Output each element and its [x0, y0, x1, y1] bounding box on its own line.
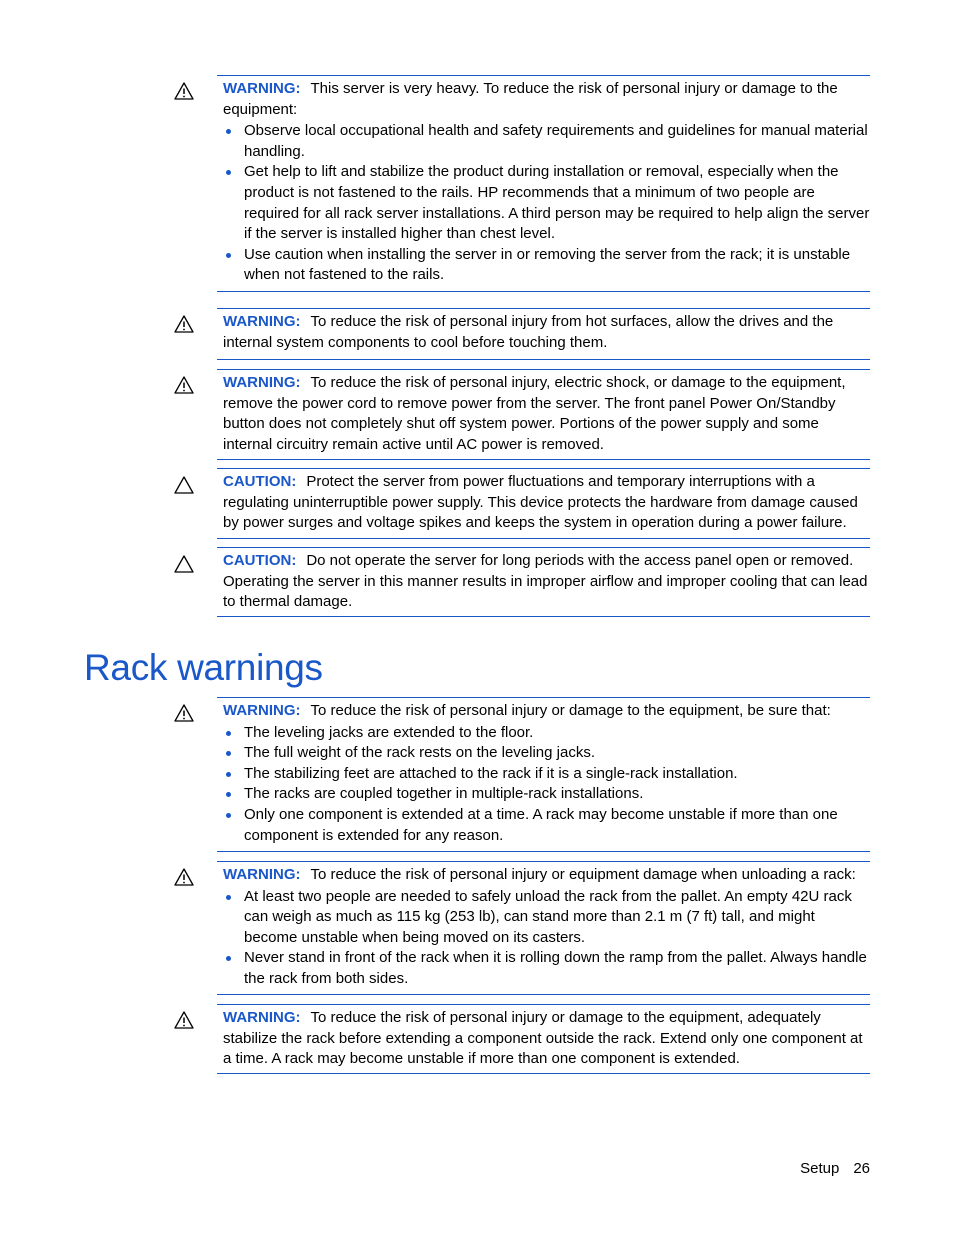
warning-triangle-icon: [174, 704, 194, 722]
warning-notice-electric-shock: [217, 369, 870, 460]
list-item: Never stand in front of the rack when it is rolling down the ramp from the pallet. Always handle the rack from both sides.: [223, 948, 870, 989]
list-item: Use caution when installing the server in or removing the server from the rack; it is unstable when not fastened to the rails.: [223, 245, 870, 286]
bullet-list: [223, 887, 870, 990]
notice-text: Protect the server from power fluctuations and temporary interruptions with a regulating uninterruptible power supply. This device protects the hardware from damage caused by power surges and voltage spikes and keeps the system in operation during a power failure.: [223, 473, 858, 532]
warning-notice-hot-surfaces: [217, 308, 870, 360]
list-item: The leveling jacks are extended to the floor.: [223, 723, 870, 744]
notice-text: Do not operate the server for long periods with the access panel open or removed. Operating the server in this manner results in improper airflow and improper cooling that can lead to thermal damage.: [223, 552, 868, 611]
warning-keyword: WARNING:: [223, 702, 301, 719]
list-item: Only one component is extended at a time. A rack may become unstable if more than one component is extended for any reason.: [223, 805, 870, 846]
list-item: The racks are coupled together in multiple-rack installations.: [223, 784, 870, 805]
warning-notice-leveling: [217, 697, 870, 852]
page-footer: [800, 1159, 870, 1180]
footer-section: Setup: [800, 1160, 840, 1177]
caution-notice-access-panel: [217, 547, 870, 617]
list-item: The stabilizing feet are attached to the rack if it is a single-rack installation.: [223, 764, 870, 785]
warning-keyword: WARNING:: [223, 313, 301, 330]
warning-notice-unloading: [217, 861, 870, 995]
page-number: 26: [853, 1160, 870, 1177]
bullet-list: [223, 723, 870, 847]
notice-text: To reduce the risk of personal injury or equipment damage when unloading a rack:: [310, 866, 856, 883]
notice-text: To reduce the risk of personal injury or damage to the equipment, adequately stabilize the rack before extending a component outside the rack. Extend only one component at a time. A rack may become unstable if more than one component is extended.: [223, 1009, 863, 1068]
warning-triangle-icon: [174, 376, 194, 394]
caution-keyword: CAUTION:: [223, 552, 297, 569]
notice-text: This server is very heavy. To reduce the risk of personal injury or damage to the equipment:: [223, 80, 838, 118]
caution-notice-power-fluctuations: [217, 468, 870, 539]
list-item: Observe local occupational health and safety requirements and guidelines for manual material handling.: [223, 121, 870, 162]
caution-keyword: CAUTION:: [223, 473, 297, 490]
caution-triangle-icon: [174, 476, 194, 494]
warning-keyword: WARNING:: [223, 374, 301, 391]
warning-notice-stabilize: [217, 1004, 870, 1074]
warning-triangle-icon: [174, 868, 194, 886]
warning-notice-heavy-server: [217, 75, 870, 292]
warning-keyword: WARNING:: [223, 1009, 301, 1026]
warning-triangle-icon: [174, 82, 194, 100]
list-item: At least two people are needed to safely unload the rack from the pallet. An empty 42U rack can weigh as much as 115 kg (253 lb), can stand more than 2.1 m (7 ft) tall, and might become unstable when being moved on its casters.: [223, 887, 870, 949]
warning-keyword: WARNING:: [223, 80, 301, 97]
warning-keyword: WARNING:: [223, 866, 301, 883]
bullet-list: [223, 121, 870, 286]
list-item: Get help to lift and stabilize the product during installation or removal, especially when the product is not fastened to the rails. HP recommends that a minimum of two people are required for all rack server installations. A third person may be required to help align the server if the server is installed higher than chest level.: [223, 162, 870, 244]
notice-text: To reduce the risk of personal injury, electric shock, or damage to the equipment, remove the power cord to remove power from the server. The front panel Power On/Standby button does not completely shut off system power. Portions of the power supply and some internal circuitry remain active until AC power is removed.: [223, 374, 846, 453]
caution-triangle-icon: [174, 555, 194, 573]
section-title: Rack warnings: [84, 647, 323, 688]
warning-triangle-icon: [174, 1011, 194, 1029]
warning-triangle-icon: [174, 315, 194, 333]
notice-text: To reduce the risk of personal injury or damage to the equipment, be sure that:: [310, 702, 831, 719]
list-item: The full weight of the rack rests on the leveling jacks.: [223, 743, 870, 764]
notice-text: To reduce the risk of personal injury from hot surfaces, allow the drives and the internal system components to cool before touching them.: [223, 313, 834, 351]
